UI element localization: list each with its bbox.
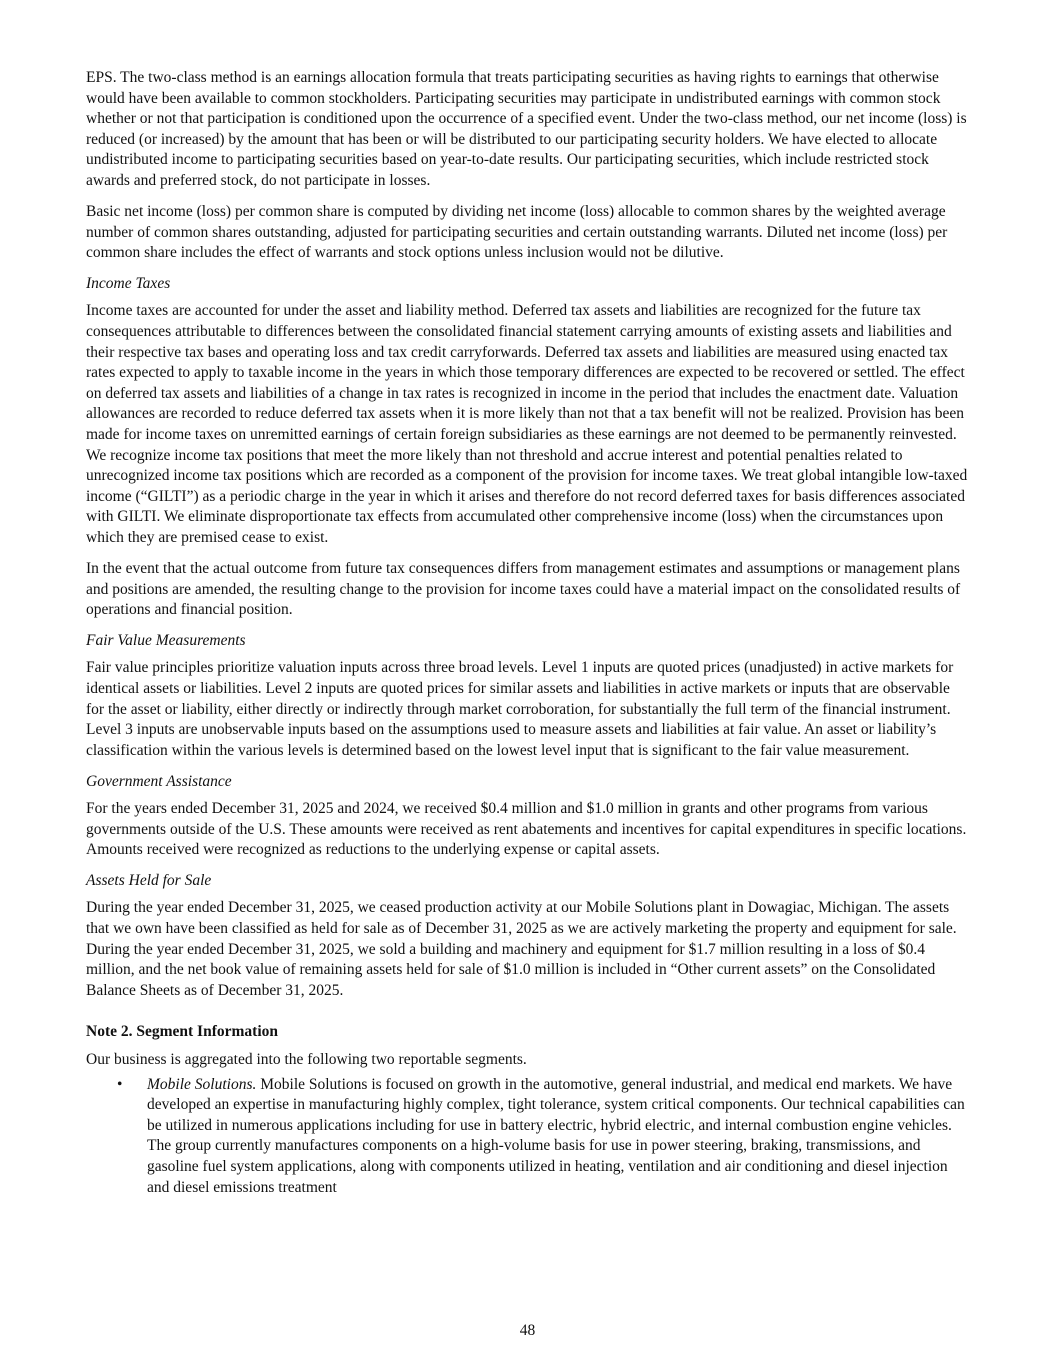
segment-list-item (86, 1075, 970, 1199)
note-2-heading: Note 2. Segment Information (86, 1023, 279, 1041)
government-assistance-paragraph: For the years ended December 31, 2025 and 2024, we received $0.4 million and $1.0 million in grants and other programs from various governments outside of the U.S. These amounts were received as rent abatements and incentives for capital expenditures in specific locations. Amounts received were recognized as reductions to the underlying expense or capital assets. (86, 800, 967, 859)
fair-value-paragraph: Fair value principles prioritize valuation inputs across three broad levels. Level 1 inputs are quoted prices (unadjusted) in active markets for identical assets or liabilities. Level 2 inputs are quoted prices for similar assets and liabilities in active markets or inputs that are observable for the asset or liability, either directly or indirectly through market corroboration, for substantially the full term of the financial instrument. Level 3 inputs are unobservable inputs based on the assumptions used to measure assets and liabilities at fair value. An asset or liability’s classification within the various levels is determined based on the lowest level input that is significant to the fair value measurement. (86, 659, 954, 759)
bullet-marker: • (117, 1075, 123, 1093)
segment-list (86, 1075, 970, 1199)
segment-description: Mobile Solutions is focused on growth in the automotive, general industrial, and medical end markets. We have developed an expertise in manufacturing highly complex, tight tolerance, system critical components. Our technical capabilities can be utilized in numerous applications including for use in battery electric, hybrid electric, and internal combustion engine vehicles. The group currently manufactures components on a high-volume basis for use in power steering, braking, transmissions, and gasoline fuel system applications, along with components utilized in heating, ventilation and air conditioning and diesel injection and diesel emissions treatment (147, 1075, 965, 1196)
assets-held-for-sale-heading: Assets Held for Sale (86, 872, 212, 890)
note-2-intro: Our business is aggregated into the following two reportable segments. (86, 1050, 527, 1068)
income-taxes-heading: Income Taxes (86, 275, 171, 293)
government-assistance-heading: Government Assistance (86, 772, 232, 790)
segment-title: Mobile Solutions. (147, 1075, 257, 1093)
fair-value-heading: Fair Value Measurements (86, 632, 246, 650)
income-taxes-paragraph-1: Income taxes are accounted for under the asset and liability method. Deferred tax assets and liabilities are recognized for the future tax consequences attributable to differences between the consolidated financial statement carrying amounts of existing assets and liabilities and their respective tax bases and operating loss and tax credit carryforwards. Deferred tax assets and liabilities are measured using enacted tax rates expected to apply to taxable income in the years in which those temporary differences are expected to be recovered or settled. The effect on deferred tax assets and liabilities of a change in tax rates is recognized in income in the period that includes the enactment date. Valuation allowances are recorded to reduce deferred tax assets when it is more likely than not that a tax benefit will not be realized. Provision has been made for income taxes on unremitted earnings of certain foreign subsidiaries as these earnings are not deemed to be permanently reinvested. We recognize income tax positions that meet the more likely than not threshold and accrue interest and potential penalties related to unrecognized income tax positions which are recorded as a component of the provision for income taxes. We treat global intangible low-taxed income (“GILTI”) as a periodic charge in the year in which it arises and therefore do not record deferred taxes for basis differences associated with GILTI. We eliminate disproportionate tax effects from accumulated other comprehensive income (loss) when the circumstances upon which they are premised cease to exist. (86, 302, 968, 546)
assets-held-for-sale-paragraph: During the year ended December 31, 2025, we ceased production activity at our Mobile Solutions plant in Dowagiac, Michigan. The assets that we own have been classified as held for sale as of December 31, 2025 as we are actively marketing the property and equipment for sale. During the year ended December 31, 2025, we sold a building and machinery and equipment for $1.7 million resulting in a loss of $0.4 million, and the net book value of remaining assets held for sale of $1.0 million is included in “Other current assets” on the Consolidated Balance Sheets as of December 31, 2025. (86, 899, 957, 999)
eps-two-class-paragraph: EPS. The two-class method is an earnings allocation formula that treats participating securities as having rights to earnings that otherwise would have been available to common stockholders. Participating securities may participate in undistributed earnings with common stock whether or not that participation is conditioned upon the occurrence of a specified event. Under the two-class method, our net income (loss) is reduced (or increased) by the amount that has been or will be distributed to our participating security holders. We have elected to allocate undistributed income to participating securities based on year-to-date results. Our participating securities, which include restricted stock awards and preferred stock, do not participate in losses. (86, 69, 967, 189)
document-page (86, 68, 970, 1198)
basic-net-income-paragraph: Basic net income (loss) per common share is computed by dividing net income (loss) allocable to common shares by the weighted average number of common shares outstanding, adjusted for participating securities and certain outstanding warrants. Diluted net income (loss) per common share includes the effect of warrants and stock options unless inclusion would not be dilutive. (86, 203, 948, 262)
income-taxes-paragraph-2: In the event that the actual outcome from future tax consequences differs from management estimates and assumptions or management plans and positions are amended, the resulting change to the provision for income taxes could have a material impact on the consolidated results of operations and financial position. (86, 560, 961, 619)
page-number: 48 (519, 1322, 536, 1339)
